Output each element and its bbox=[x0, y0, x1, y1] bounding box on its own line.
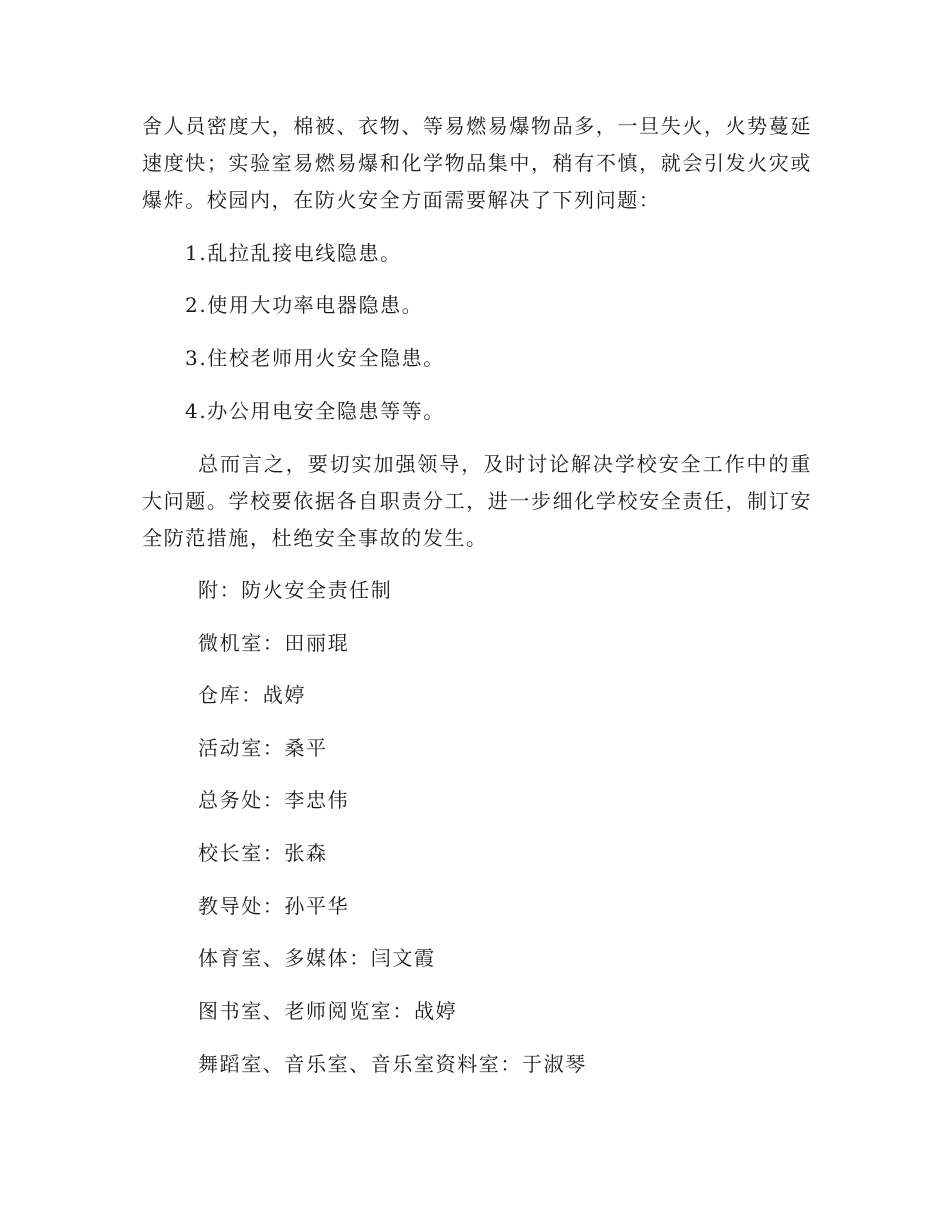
issue-item-2: 2.使用大功率电器隐患。 bbox=[185, 293, 424, 317]
issue-item-1: 1.乱拉乱接电线隐患。 bbox=[185, 241, 402, 265]
responsibility-item: 校长室：张森 bbox=[198, 841, 328, 865]
responsibility-item: 总务处：李忠伟 bbox=[198, 788, 350, 812]
responsibility-item: 活动室：桑平 bbox=[198, 736, 328, 760]
intro-paragraph: 舍人员密度大，棉被、衣物、等易燃易爆物品多，一旦失火，火势蔓延速度快；实验室易燃易爆和化学物品集中，稍有不慎，就会引发火灾或爆炸。校园内，在防火安全方面需要解决了下列问题： bbox=[142, 114, 812, 212]
responsibility-item: 体育室、多媒体：闫文霞 bbox=[198, 946, 436, 970]
responsibility-item: 微机室：田丽琨 bbox=[198, 631, 350, 655]
issue-item-3: 3.住校老师用火安全隐患。 bbox=[185, 346, 445, 370]
responsibility-item: 舞蹈室、音乐室、音乐室资料室：于淑琴 bbox=[198, 1052, 587, 1076]
appendix-title: 附：防火安全责任制 bbox=[198, 578, 393, 602]
responsibility-item: 教导处：孙平华 bbox=[198, 894, 350, 918]
responsibility-item: 仓库：战婷 bbox=[198, 683, 306, 707]
summary-paragraph: 总而言之，要切实加强领导，及时讨论解决学校安全工作中的重大问题。学校要依据各自职责分工，进一步细化学校安全责任，制订安全防范措施，杜绝安全事故的发生。 bbox=[142, 452, 812, 550]
issue-item-4: 4.办公用电安全隐患等等。 bbox=[185, 399, 445, 423]
responsibility-item: 图书室、老师阅览室：战婷 bbox=[198, 999, 458, 1023]
